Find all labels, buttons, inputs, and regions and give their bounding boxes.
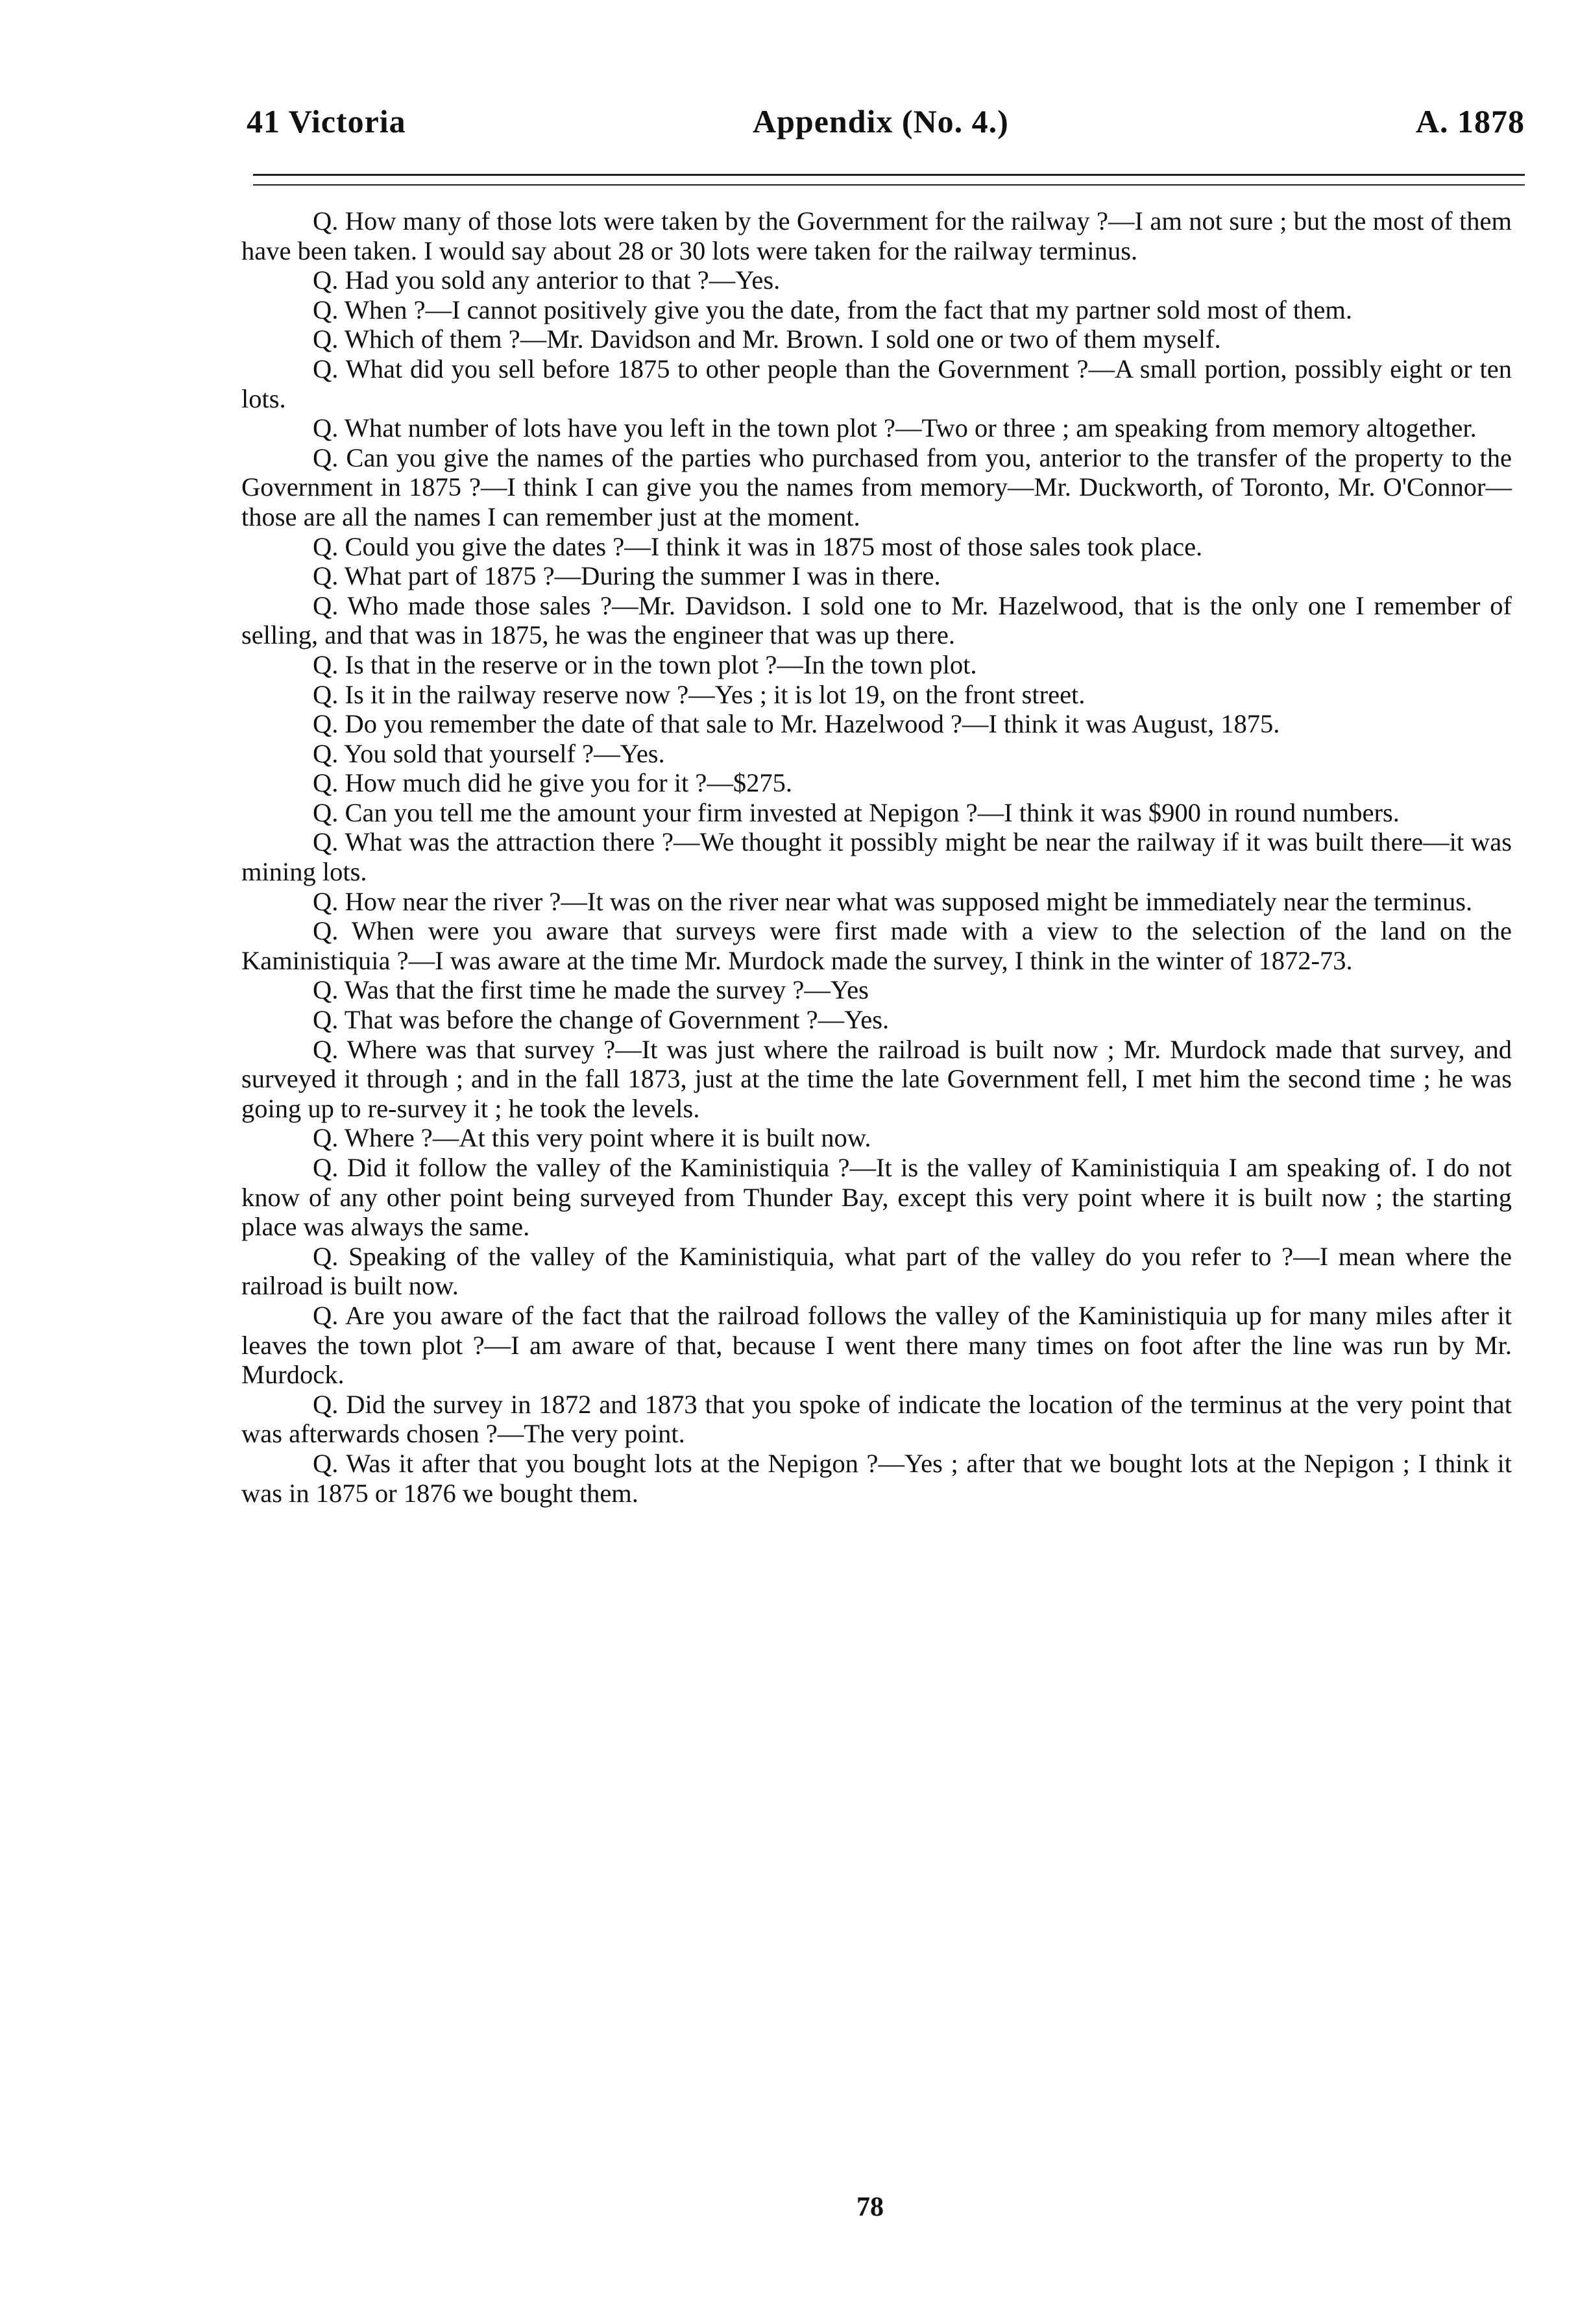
paragraph: Q. Did it follow the valley of the Kaministiquia ?—It is the valley of Kaministiquia I am speaking of. I do not know of any other point being surveyed from Thunder Bay, except this very point where it is built now ; the starting place was always the same. [241, 1153, 1512, 1242]
paragraph: Q. What number of lots have you left in the town plot ?—Two or three ; am speaking from memory altogether. [313, 413, 1477, 443]
paragraph: Q. How many of those lots were taken by the Government for the railway ?—I am not sure ; but the most of them have been taken. I would say about 28 or 30 lots were taken for the railway terminus. [241, 206, 1512, 265]
paragraph: Q. Can you tell me the amount your firm invested at Nepigon ?—I think it was $900 in round numbers. [313, 797, 1400, 827]
paragraph: Q. Can you give the names of the parties who purchased from you, anterior to the transfer of the property to the Government in 1875 ?—I think I can give you the names from memory—Mr. Duckworth, of Toronto, Mr. O'Connor—those are all the names I can remember just at the moment. [241, 442, 1512, 531]
paragraph: Q. Which of them ?—Mr. Davidson and Mr. Brown. I sold one or two of them myself. [313, 324, 1221, 354]
paragraph: Q. Who made those sales ?—Mr. Davidson. I sold one to Mr. Hazelwood, that is the only one I remember of selling, and that was in 1875, he was the engineer that was up there. [241, 590, 1512, 650]
paragraph: Q. What was the attraction there ?—We thought it possibly might be near the railway if it was built there—it was mining lots. [241, 827, 1512, 887]
paragraph: Q. Did the survey in 1872 and 1873 that you spoke of indicate the location of the terminus at the very point that was afterwards chosen ?—The very point. [241, 1389, 1512, 1449]
paragraph: Q. Could you give the dates ?—I think it was in 1875 most of those sales took place. [313, 531, 1203, 561]
paragraph: Q. You sold that yourself ?—Yes. [313, 738, 665, 768]
header-year: A. 1878 [1415, 103, 1525, 139]
paragraph: Q. How much did he give you for it ?—$275. [313, 768, 793, 798]
paragraph: Q. What did you sell before 1875 to other people than the Government ?—A small portion, possibly eight or ten lots. [241, 354, 1512, 413]
paragraph: Q. When ?—I cannot positively give you the date, from the fact that my partner sold most of them. [313, 295, 1352, 324]
header-rule-top [253, 174, 1525, 176]
paragraph: Q. Is it in the railway reserve now ?—Yes ; it is lot 19, on the front street. [313, 679, 1086, 709]
paragraph: Q. Speaking of the valley of the Kaministiquia, what part of the valley do you refer to ?—I mean where the railroad is built now. [241, 1241, 1512, 1301]
paragraph: Q. Was it after that you bought lots at the Nepigon ?—Yes ; after that we bought lots at the Nepigon ; I think it was in 1875 or 1876 we bought them. [241, 1448, 1512, 1508]
paragraph: Q. Had you sold any anterior to that ?—Yes. [313, 265, 781, 295]
paragraph: Q. Where was that survey ?—It was just where the railroad is built now ; Mr. Murdock made that survey, and surveyed it through ; and in the fall 1873, just at the time the late Government fell, I met him the second time ; he was going up to re-survey it ; he took the levels. [241, 1034, 1512, 1123]
paragraph: Q. When were you aware that surveys were first made with a view to the selection of the land on the Kaministiquia ?—I was aware at the time Mr. Murdock made the survey, I think in the winter of 1872-73. [241, 916, 1512, 975]
paragraph: Q. Do you remember the date of that sale to Mr. Hazelwood ?—I think it was August, 1875. [313, 709, 1280, 739]
paragraph: Q. Where ?—At this very point where it is built now. [313, 1123, 871, 1153]
paragraph: Q. What part of 1875 ?—During the summer I was in there. [313, 561, 941, 591]
paragraph: Q. That was before the change of Government ?—Yes. [313, 1005, 890, 1035]
paragraph: Q. Are you aware of the fact that the railroad follows the valley of the Kaministiquia up for many miles after it leaves the town plot ?—I am aware of that, because I went there many times on foot after the line was run by Mr. Murdock. [241, 1300, 1512, 1390]
header-session: 41 Victoria [247, 103, 406, 139]
paragraph: Q. How near the river ?—It was on the river near what was supposed might be immediately near the terminus. [313, 886, 1473, 916]
paragraph: Q. Was that the first time he made the survey ?—Yes [313, 975, 869, 1005]
page-number: 78 [856, 2192, 884, 2222]
paragraph: Q. Is that in the reserve or in the town plot ?—In the town plot. [313, 649, 977, 679]
running-header [247, 103, 1525, 148]
header-appendix: Appendix (No. 4.) [753, 103, 1009, 139]
header-rule-bottom [253, 184, 1525, 186]
testimony-body [241, 206, 1512, 2231]
